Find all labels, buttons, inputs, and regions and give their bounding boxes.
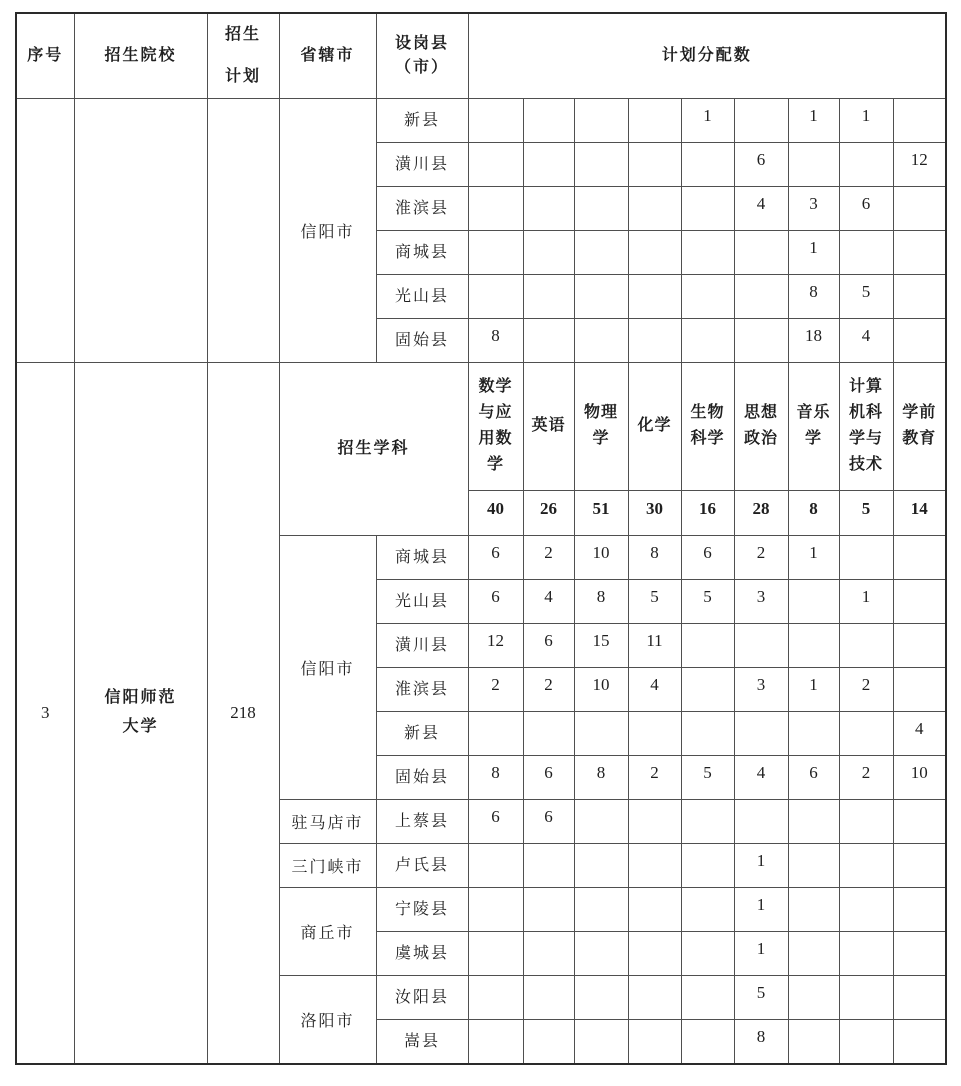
value-cell [523, 888, 574, 932]
value-cell: 5 [839, 274, 893, 318]
value-cell [893, 623, 946, 667]
top-empty-serial-cell [16, 98, 74, 362]
value-cell [681, 142, 734, 186]
subject-total-cell: 28 [734, 490, 788, 535]
value-cell: 5 [681, 756, 734, 800]
value-cell [893, 230, 946, 274]
subject-name-cell: 思想政治 [734, 362, 788, 490]
value-cell: 1 [734, 932, 788, 976]
value-cell [893, 888, 946, 932]
county-cell: 宁陵县 [376, 888, 468, 932]
value-cell [734, 318, 788, 362]
subject-section-label: 招生学科 [279, 362, 468, 535]
value-cell [574, 142, 628, 186]
subject-name-cell: 物理学 [574, 362, 628, 490]
value-cell [788, 623, 839, 667]
value-cell [839, 142, 893, 186]
value-cell [574, 932, 628, 976]
value-cell [893, 274, 946, 318]
value-cell [523, 230, 574, 274]
value-cell [468, 142, 523, 186]
value-cell: 5 [734, 976, 788, 1020]
value-cell: 6 [788, 756, 839, 800]
subject-total-cell: 16 [681, 490, 734, 535]
value-cell: 4 [734, 756, 788, 800]
value-cell [523, 932, 574, 976]
value-cell: 2 [628, 756, 681, 800]
county-cell: 固始县 [376, 318, 468, 362]
value-cell: 6 [468, 800, 523, 844]
value-cell: 4 [523, 579, 574, 623]
header-plan-line1: 招生 [224, 26, 261, 44]
value-cell [468, 1020, 523, 1064]
value-cell [574, 186, 628, 230]
value-cell: 1 [734, 888, 788, 932]
value-cell: 1 [839, 579, 893, 623]
value-cell [893, 800, 946, 844]
value-cell: 6 [734, 142, 788, 186]
county-cell: 嵩县 [376, 1020, 468, 1064]
value-cell [681, 230, 734, 274]
value-cell [628, 98, 681, 142]
value-cell [574, 888, 628, 932]
value-cell [893, 1020, 946, 1064]
value-cell [893, 932, 946, 976]
value-cell: 3 [788, 186, 839, 230]
subject-name-cell: 音乐学 [788, 362, 839, 490]
value-cell: 12 [893, 142, 946, 186]
value-cell [839, 1020, 893, 1064]
subject-name-cell: 数学与应用数学 [468, 362, 523, 490]
value-cell [574, 1020, 628, 1064]
value-cell [839, 535, 893, 579]
header-allocation: 计划分配数 [468, 13, 946, 98]
value-cell [574, 800, 628, 844]
header-city: 省辖市 [279, 13, 376, 98]
subject-total-cell: 30 [628, 490, 681, 535]
value-cell: 6 [523, 756, 574, 800]
top-empty-school-cell [74, 98, 207, 362]
school-name-cell [74, 362, 207, 1064]
value-cell [839, 623, 893, 667]
value-cell: 1 [734, 844, 788, 888]
value-cell [788, 800, 839, 844]
value-cell [628, 888, 681, 932]
value-cell [628, 230, 681, 274]
value-cell [523, 274, 574, 318]
subject-total-cell: 40 [468, 490, 523, 535]
value-cell [839, 800, 893, 844]
value-cell: 1 [681, 98, 734, 142]
value-cell [468, 98, 523, 142]
county-cell: 卢氏县 [376, 844, 468, 888]
value-cell [681, 186, 734, 230]
value-cell [681, 318, 734, 362]
value-cell [468, 274, 523, 318]
value-cell [788, 976, 839, 1020]
value-cell [893, 976, 946, 1020]
header-school: 招生院校 [74, 13, 207, 98]
value-cell: 2 [523, 535, 574, 579]
value-cell [523, 186, 574, 230]
value-cell [574, 274, 628, 318]
value-cell [893, 579, 946, 623]
subject-total-cell: 51 [574, 490, 628, 535]
value-cell: 18 [788, 318, 839, 362]
value-cell [893, 98, 946, 142]
county-cell: 虞城县 [376, 932, 468, 976]
value-cell [523, 98, 574, 142]
city-cell: 商丘市 [279, 888, 376, 976]
subject-total-cell: 26 [523, 490, 574, 535]
value-cell [893, 535, 946, 579]
value-cell [523, 142, 574, 186]
value-cell [839, 976, 893, 1020]
value-cell: 1 [788, 535, 839, 579]
value-cell: 2 [839, 668, 893, 712]
value-cell [523, 318, 574, 362]
value-cell: 11 [628, 623, 681, 667]
value-cell [574, 844, 628, 888]
county-cell: 光山县 [376, 579, 468, 623]
value-cell: 8 [788, 274, 839, 318]
value-cell: 2 [523, 668, 574, 712]
value-cell: 8 [468, 756, 523, 800]
subject-name-cell: 生物科学 [681, 362, 734, 490]
header-serial: 序号 [16, 13, 74, 98]
value-cell [523, 712, 574, 756]
county-cell: 固始县 [376, 756, 468, 800]
value-cell: 10 [574, 535, 628, 579]
value-cell: 4 [734, 186, 788, 230]
value-cell [628, 932, 681, 976]
subject-name-cell: 计算机科学与技术 [839, 362, 893, 490]
value-cell [681, 623, 734, 667]
value-cell [628, 800, 681, 844]
value-cell [523, 844, 574, 888]
city-cell: 信阳市 [279, 535, 376, 799]
plan-total-cell: 218 [207, 362, 279, 1064]
value-cell [893, 318, 946, 362]
city-cell: 洛阳市 [279, 976, 376, 1064]
value-cell [734, 274, 788, 318]
subject-total-cell: 14 [893, 490, 946, 535]
subject-name-cell: 学前教育 [893, 362, 946, 490]
school-name-line1: 信阳师范 [104, 688, 177, 706]
value-cell [574, 712, 628, 756]
value-cell: 8 [628, 535, 681, 579]
value-cell [574, 230, 628, 274]
value-cell [628, 1020, 681, 1064]
value-cell [574, 98, 628, 142]
value-cell [788, 1020, 839, 1064]
value-cell: 6 [523, 623, 574, 667]
subject-name-cell: 英语 [523, 362, 574, 490]
value-cell [839, 844, 893, 888]
value-cell: 4 [893, 712, 946, 756]
county-cell: 淮滨县 [376, 668, 468, 712]
value-cell: 12 [468, 623, 523, 667]
table-row [16, 98, 946, 142]
value-cell [681, 668, 734, 712]
county-cell: 商城县 [376, 535, 468, 579]
school-name-line2: 大学 [122, 718, 159, 736]
value-cell: 1 [788, 98, 839, 142]
value-cell: 4 [628, 668, 681, 712]
value-cell [681, 932, 734, 976]
value-cell: 3 [734, 579, 788, 623]
value-cell [734, 800, 788, 844]
value-cell [574, 976, 628, 1020]
value-cell [468, 186, 523, 230]
value-cell [734, 712, 788, 756]
value-cell: 1 [839, 98, 893, 142]
header-plan [207, 13, 279, 98]
value-cell: 2 [839, 756, 893, 800]
county-cell: 新县 [376, 98, 468, 142]
value-cell [628, 318, 681, 362]
value-cell [468, 844, 523, 888]
value-cell: 6 [468, 579, 523, 623]
value-cell [839, 230, 893, 274]
county-cell: 淮滨县 [376, 186, 468, 230]
county-cell: 新县 [376, 712, 468, 756]
value-cell [788, 712, 839, 756]
value-cell: 10 [893, 756, 946, 800]
subject-header-row [16, 362, 946, 490]
value-cell [788, 844, 839, 888]
value-cell [681, 1020, 734, 1064]
subject-total-cell: 8 [788, 490, 839, 535]
value-cell [788, 579, 839, 623]
value-cell [523, 1020, 574, 1064]
value-cell: 6 [523, 800, 574, 844]
county-cell: 商城县 [376, 230, 468, 274]
value-cell [839, 932, 893, 976]
value-cell [788, 932, 839, 976]
value-cell: 1 [788, 230, 839, 274]
value-cell: 2 [468, 668, 523, 712]
value-cell: 4 [839, 318, 893, 362]
county-cell: 光山县 [376, 274, 468, 318]
value-cell [628, 976, 681, 1020]
value-cell [734, 230, 788, 274]
value-cell: 6 [839, 186, 893, 230]
value-cell [681, 274, 734, 318]
value-cell [839, 888, 893, 932]
value-cell [734, 623, 788, 667]
header-county-line1: 设岗县 [394, 34, 449, 52]
value-cell [681, 844, 734, 888]
value-cell [839, 712, 893, 756]
county-cell: 汝阳县 [376, 976, 468, 1020]
value-cell: 1 [788, 668, 839, 712]
value-cell [734, 98, 788, 142]
value-cell: 8 [734, 1020, 788, 1064]
value-cell [681, 712, 734, 756]
value-cell: 6 [468, 535, 523, 579]
header-county [376, 13, 468, 98]
value-cell [893, 844, 946, 888]
value-cell [628, 274, 681, 318]
city-cell: 信阳市 [279, 98, 376, 362]
value-cell: 5 [681, 579, 734, 623]
value-cell [893, 186, 946, 230]
value-cell [893, 668, 946, 712]
header-row [16, 13, 946, 98]
value-cell [468, 932, 523, 976]
subject-name-cell: 化学 [628, 362, 681, 490]
value-cell [468, 230, 523, 274]
value-cell [628, 844, 681, 888]
value-cell [468, 976, 523, 1020]
value-cell [681, 976, 734, 1020]
value-cell: 8 [574, 579, 628, 623]
header-county-line2: （市） [394, 58, 449, 76]
value-cell: 8 [574, 756, 628, 800]
value-cell [788, 142, 839, 186]
value-cell [628, 142, 681, 186]
value-cell: 15 [574, 623, 628, 667]
value-cell [788, 888, 839, 932]
value-cell [468, 888, 523, 932]
subject-total-cell: 5 [839, 490, 893, 535]
city-cell: 三门峡市 [279, 844, 376, 888]
serial-cell: 3 [16, 362, 74, 1064]
city-cell: 驻马店市 [279, 800, 376, 844]
top-empty-plan-cell [207, 98, 279, 362]
value-cell: 2 [734, 535, 788, 579]
county-cell: 潢川县 [376, 623, 468, 667]
value-cell [628, 186, 681, 230]
value-cell: 5 [628, 579, 681, 623]
county-cell: 上蔡县 [376, 800, 468, 844]
county-cell: 潢川县 [376, 142, 468, 186]
value-cell: 6 [681, 535, 734, 579]
value-cell [681, 800, 734, 844]
value-cell: 8 [468, 318, 523, 362]
value-cell [574, 318, 628, 362]
value-cell [681, 888, 734, 932]
value-cell [628, 712, 681, 756]
value-cell: 3 [734, 668, 788, 712]
allocation-table [15, 12, 947, 1065]
value-cell [468, 712, 523, 756]
value-cell [523, 976, 574, 1020]
header-plan-line2: 计划 [224, 67, 261, 85]
value-cell: 10 [574, 668, 628, 712]
